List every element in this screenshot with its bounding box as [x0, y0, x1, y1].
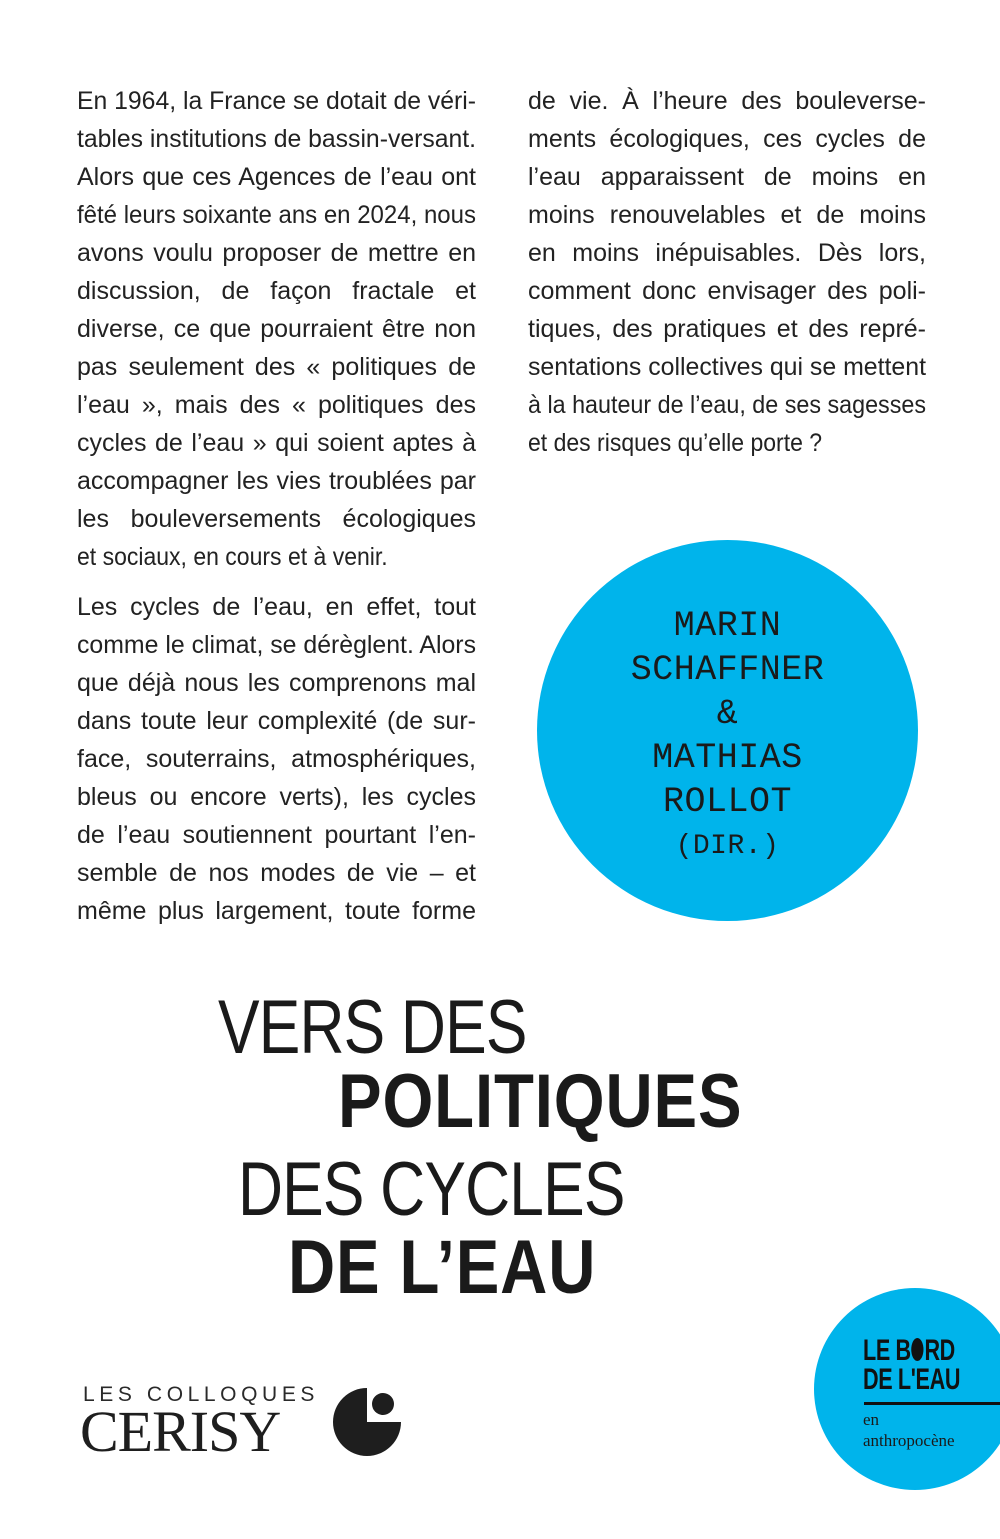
blurb-line: discussion, de façon fractale et [77, 277, 476, 305]
publisher-prefix: LES COLLOQUES [83, 1383, 320, 1406]
cerisy-logo-icon [332, 1387, 402, 1457]
blurb-line: moins renouvelables et de moins [528, 201, 926, 229]
blurb-right-column [528, 82, 926, 462]
blurb-line: l’eau apparaissent de moins en [528, 163, 926, 191]
blurb-line: ments écologiques, ces cycles de [528, 125, 926, 153]
filled-o-icon [911, 1338, 923, 1361]
series-divider [864, 1402, 1000, 1405]
authors-badge [537, 540, 918, 921]
blurb-line: face, souterrains, atmosphériques, [77, 745, 476, 773]
author-role: (DIR.) [675, 831, 780, 862]
series-title-line-1 [863, 1336, 960, 1365]
blurb-line: à la hauteur de l’eau, de ses sagesses [528, 391, 926, 419]
title-line-4: DE L’EAU [288, 1225, 597, 1310]
blurb-line: l’eau », mais des « politiques des [77, 391, 476, 419]
blurb-line: bleus ou encore verts), les cycles [77, 783, 476, 811]
series-subtitle [863, 1409, 955, 1451]
author-first-name-2: MATHIAS [652, 738, 803, 778]
blurb-line: cycles de l’eau » qui soient aptes à [77, 429, 476, 457]
blurb-line: tables institutions de bassin-versant. [77, 125, 476, 153]
author-ampersand: & [716, 694, 739, 734]
series-title-text: RD [924, 1334, 955, 1367]
blurb-line: comme le climat, se dérèglent. Alors [77, 631, 476, 659]
series-title-text: LE B [863, 1334, 911, 1367]
title-line-3: DES CYCLES [238, 1147, 625, 1232]
blurb-line: et sociaux, en cours et à venir. [77, 543, 388, 571]
blurb-paragraph-2 [77, 588, 476, 930]
series-title-line-2: DE L'EAU [863, 1363, 961, 1396]
series-title [863, 1336, 960, 1394]
blurb-line: accompagner les vies troublées par [77, 467, 476, 495]
blurb-line: Les cycles de l’eau, en effet, tout [77, 593, 476, 621]
title-line-1: VERS DES [218, 985, 527, 1070]
blurb-line: fêté leurs soixante ans en 2024, nous [77, 201, 476, 229]
blurb-line: comment donc envisager des poli- [528, 277, 926, 305]
blurb-line: même plus largement, toute forme [77, 897, 476, 925]
author-first-name-1: MARIN [673, 606, 782, 646]
blurb-line: avons voulu proposer de mettre en [77, 239, 476, 267]
blurb-line: que déjà nous les comprenons mal [77, 669, 476, 697]
blurb-line: semble de nos modes de vie – et [77, 859, 476, 887]
series-subtitle-line-1: en [863, 1410, 880, 1429]
blurb-line: Alors que ces Agences de l’eau ont [77, 163, 476, 191]
blurb-line: sentations collectives qui se mettent [528, 353, 926, 381]
blurb-paragraph-1 [77, 82, 476, 576]
title-line-2: POLITIQUES [338, 1059, 743, 1144]
blurb-line: diverse, ce que pourraient être non [77, 315, 476, 343]
blurb-line: tiques, des pratiques et des repré- [528, 315, 926, 343]
author-last-name-2: ROLLOT [662, 782, 793, 822]
author-last-name-1: SCHAFFNER [630, 650, 825, 690]
blurb-line: pas seulement des « politiques de [77, 353, 476, 381]
blurb-line: et des risques qu’elle porte ? [528, 429, 823, 457]
publisher-name: CERISY [80, 1399, 281, 1464]
series-subtitle-line-2: anthropocène [863, 1431, 955, 1450]
blurb-line: en moins inépuisables. Dès lors, [528, 239, 926, 267]
blurb-line: de vie. À l’heure des bouleverse- [528, 87, 926, 115]
publisher-wordmark [80, 1383, 320, 1464]
blurb-line: dans toute leur complexité (de sur- [77, 707, 476, 735]
blurb-left-column [77, 82, 476, 930]
blurb-line: En 1964, la France se dotait de véri- [77, 87, 476, 115]
blurb-line: les bouleversements écologiques [77, 505, 476, 533]
series-badge [814, 1288, 1000, 1490]
paragraph-spacer [77, 576, 476, 588]
blurb-line: de l’eau soutiennent pourtant l’en- [77, 821, 476, 849]
